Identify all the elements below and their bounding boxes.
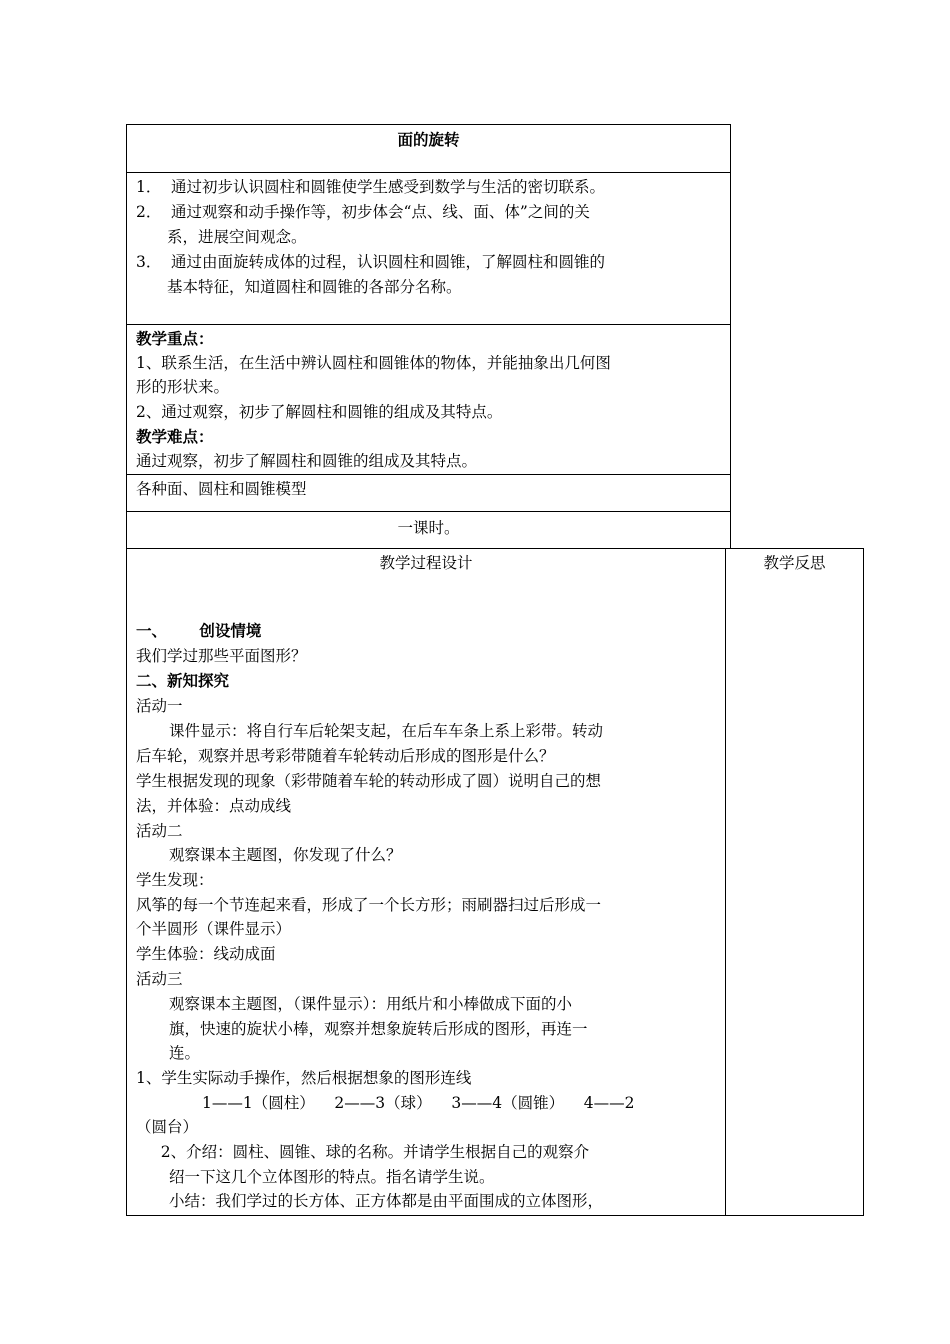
difficult-points-heading: 教学难点： xyxy=(136,428,214,446)
objective-text: 通过由面旋转成体的过程，认识圆柱和圆锥，了解圆柱和圆锥的 xyxy=(171,253,606,271)
reflection-header: 教学反思 xyxy=(763,554,826,572)
process-line: 观察课本主题图，你发现了什么？ xyxy=(169,846,402,864)
process-line: 学生根据发现的现象（彩带随着车轮的转动形成了圆）说明自己的想 xyxy=(136,772,602,790)
objective-text-continued: 系，进展空间观念。 xyxy=(167,228,307,246)
process-line: 连。 xyxy=(169,1044,201,1062)
objectives-cell xyxy=(126,172,731,325)
materials-text: 各种面、圆柱和圆锥模型 xyxy=(136,480,307,498)
process-line: 个半圆形（课件显示） xyxy=(136,920,292,938)
process-line: 学生发现： xyxy=(136,871,214,889)
process-line: 学生体验：线动成面 xyxy=(136,945,276,963)
process-line: 风筝的每一个节连起来看，形成了一个长方形；雨刷器扫过后形成一 xyxy=(136,896,602,914)
key-point-line: 2、通过观察，初步了解圆柱和圆锥的组成及其特点。 xyxy=(136,403,503,421)
process-line: 1——1（圆柱） 2——3（球） 3——4（圆锥） 4——2 xyxy=(202,1094,635,1112)
duration-cell xyxy=(126,511,731,549)
objective-text: 通过初步认识圆柱和圆锥使学生感受到数学与生活的密切联系。 xyxy=(171,178,606,196)
process-cell xyxy=(126,548,726,1216)
process-line: 绍一下这几个立体图形的特点。指名请学生说。 xyxy=(169,1168,495,1186)
process-line: 法，并体验：点动成线 xyxy=(136,797,292,815)
title-cell xyxy=(126,124,731,173)
process-line: 小结：我们学过的长方体、正方体都是由平面围成的立体图形， xyxy=(169,1192,604,1210)
key-point-line: 1、联系生活，在生活中辨认圆柱和圆锥体的物体，并能抽象出几何图 xyxy=(136,354,611,372)
process-header: 教学过程设计 xyxy=(379,554,473,572)
process-line: 我们学过那些平面图形？ xyxy=(136,647,307,665)
process-line: 后车轮，观察并思考彩带随着车轮转动后形成的图形是什么？ xyxy=(136,747,555,765)
key-points-cell xyxy=(126,324,731,475)
process-line: 活动三 xyxy=(136,970,183,988)
process-line: 1、学生实际动手操作，然后根据想象的图形连线 xyxy=(136,1069,472,1087)
process-line: 旗，快速的旋状小棒，观察并想象旋转后形成的图形，再连一 xyxy=(169,1020,588,1038)
duration-text: 一课时。 xyxy=(397,519,460,537)
page-title: 面的旋转 xyxy=(397,131,460,149)
process-line: 活动二 xyxy=(136,822,183,840)
objective-text-continued: 基本特征，知道圆柱和圆锥的各部分名称。 xyxy=(167,278,462,296)
reflection-cell xyxy=(725,548,864,1216)
objective-text: 通过观察和动手操作等，初步体会“点、线、面、体”之间的关 xyxy=(171,203,590,221)
objective-number: 1． xyxy=(136,178,162,196)
section-heading: 一、 创设情境 xyxy=(136,622,262,640)
materials-cell xyxy=(126,474,731,512)
process-line: 2、介绍：圆柱、圆锥、球的名称。并请学生根据自己的观察介 xyxy=(160,1143,590,1161)
objective-number: 3． xyxy=(136,253,162,271)
objective-number: 2． xyxy=(136,203,162,221)
process-line: 观察课本主题图，（课件显示）：用纸片和小棒做成下面的小 xyxy=(169,995,573,1013)
process-line: 活动一 xyxy=(136,697,183,715)
process-line: （圆台） xyxy=(136,1118,199,1136)
process-line: 课件显示：将自行车后轮架支起，在后车车条上系上彩带。转动 xyxy=(169,722,604,740)
section-heading: 二、新知探究 xyxy=(136,672,230,690)
key-points-heading: 教学重点： xyxy=(136,330,214,348)
difficult-point-line: 通过观察，初步了解圆柱和圆锥的组成及其特点。 xyxy=(136,452,478,470)
key-point-line: 形的形状来。 xyxy=(136,378,230,396)
